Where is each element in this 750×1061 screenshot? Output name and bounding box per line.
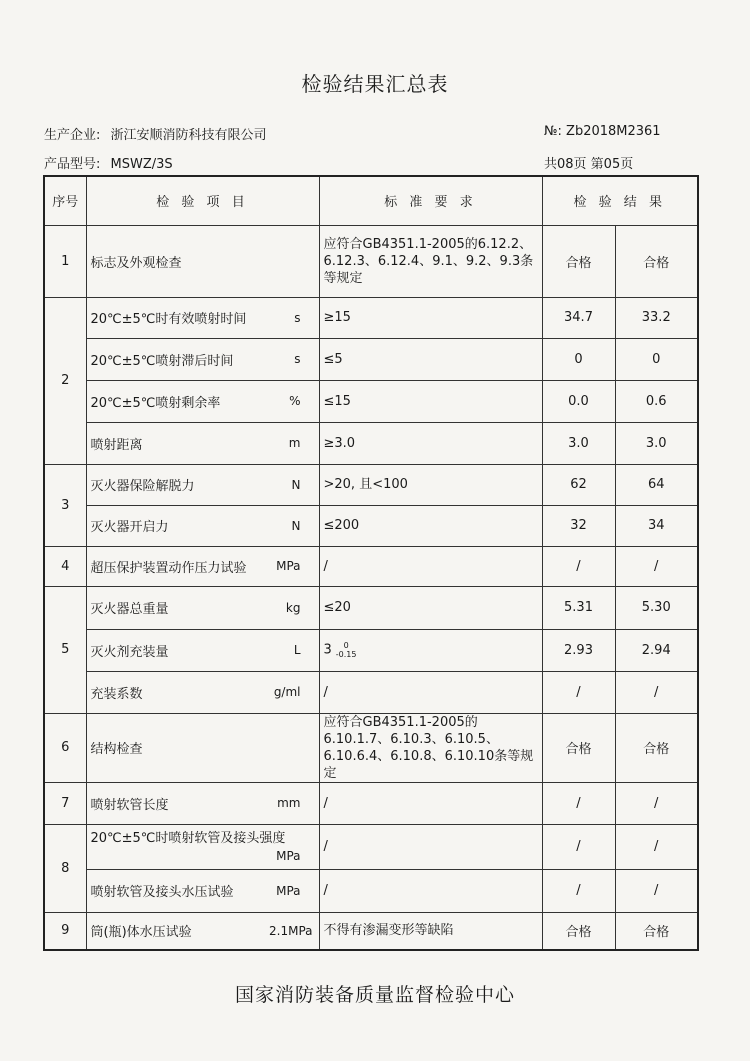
test-item: 喷射软管长度 mm [86,782,319,824]
row-number: 3 [44,464,86,546]
table-row [44,671,698,713]
table-row [44,546,698,586]
result-sample-1: 5.31 [542,586,615,629]
column-header-result: 检 验 结 果 [542,176,698,225]
row-number: 1 [44,225,86,297]
unit: s [294,352,301,366]
requirement: ≤15 [319,380,542,422]
result-sample-1: 0 [542,338,615,380]
table-row [44,824,698,869]
unit: % [289,394,301,408]
result-sample-2: 5.30 [615,586,698,629]
row-number: 6 [44,713,86,782]
result-sample-2: 2.94 [615,629,698,671]
test-item: 20℃±5℃时喷射软管及接头强度 MPa [86,824,319,869]
result-sample-2: / [615,824,698,869]
unit: mm [277,796,301,810]
requirement: / [319,671,542,713]
requirement: 应符合GB4351.1-2005的6.12.2、6.12.3、6.12.4、9.1、9.2、9.3条等规定 [319,225,542,297]
issuing-organization: 国家消防装备质量监督检验中心 [234,984,515,1006]
test-item: 标志及外观检查 [86,225,319,297]
requirement: ≤20 [319,586,542,629]
requirement [319,629,542,671]
result-sample-2: 34 [615,505,698,546]
result-sample-2: 合格 [615,713,698,782]
manufacturer-label: 生产企业: [44,128,101,143]
requirement: >20, 且<100 [319,464,542,505]
row-number: 9 [44,912,86,950]
table-row [44,338,698,380]
result-sample-1: 3.0 [542,422,615,464]
test-item: 灭火剂充装量 L [86,629,319,671]
row-number: 5 [44,586,86,713]
result-sample-1: / [542,671,615,713]
result-sample-1: 合格 [542,713,615,782]
requirement: ≤200 [319,505,542,546]
test-item: 灭火器保险解脱力 N [86,464,319,505]
unit: s [294,310,301,325]
table-row [44,380,698,422]
table-row [44,869,698,912]
result-sample-1: 0.0 [542,380,615,422]
table-row [44,225,698,297]
requirement: 应符合GB4351.1-2005的6.10.1.7、6.10.3、6.10.5、6.10.6.4、6.10.8、6.10.10条等规定 [319,713,542,782]
unit: N [291,477,301,492]
result-sample-2: 3.0 [615,422,698,464]
requirement: 不得有渗漏变形等缺陷 [319,912,542,950]
table-row [44,422,698,464]
requirement: ≥15 [319,297,542,338]
table-row [44,464,698,505]
test-item: 充装系数 g/ml [86,671,319,713]
row-number: 2 [44,297,86,464]
result-sample-1: 32 [542,505,615,546]
requirement: ≤5 [319,338,542,380]
row-number: 8 [44,824,86,912]
table-row [44,629,698,671]
test-item: 结构检查 [86,713,319,782]
table-row [44,586,698,629]
result-sample-1: 合格 [542,225,615,297]
result-sample-1: / [542,824,615,869]
result-sample-2: / [615,671,698,713]
document-title: 检验结果汇总表 [301,72,449,96]
result-sample-2: 64 [615,464,698,505]
table-row [44,297,698,338]
result-sample-1: / [542,546,615,586]
requirement: / [319,782,542,824]
manufacturer-line [44,124,267,143]
result-sample-2: / [615,869,698,912]
requirement: / [319,546,542,586]
column-header-no: 序号 [44,176,86,225]
table-row [44,505,698,546]
result-sample-1: / [542,869,615,912]
result-sample-2: 0.6 [615,380,698,422]
requirement-value: 3 [323,642,332,658]
test-item: 喷射软管及接头水压试验 MPa [86,869,319,912]
table-row [44,713,698,782]
result-sample-1: / [542,782,615,824]
column-header-item: 检 验 项 目 [86,176,319,225]
result-sample-2: / [615,546,698,586]
model-value: MSWZ/3S [110,157,173,172]
unit: MPa [276,559,301,573]
result-sample-1: 62 [542,464,615,505]
test-item: 喷射距离 m [86,422,319,464]
report-number: №: Zb2018M2361 [544,124,661,139]
row-number: 7 [44,782,86,824]
tolerance-upper: 0 [343,641,349,650]
test-item: 20℃±5℃时有效喷射时间 s [86,297,319,338]
result-sample-1: 34.7 [542,297,615,338]
requirement: / [319,869,542,912]
test-item: 灭火器开启力 N [86,505,319,546]
test-item: 灭火器总重量 kg [86,586,319,629]
result-sample-2: 合格 [615,912,698,950]
result-sample-2: / [615,782,698,824]
table-header-row [44,176,698,225]
test-item: 20℃±5℃喷射滞后时间 s [86,338,319,380]
test-item: 20℃±5℃喷射剩余率 % [86,380,319,422]
test-item: 超压保护装置动作压力试验 MPa [86,546,319,586]
manufacturer-name: 浙江安顺消防科技有限公司 [110,128,267,143]
model-label: 产品型号: [44,157,101,172]
requirement: / [319,824,542,869]
column-header-requirement: 标 准 要 求 [319,176,542,225]
result-sample-1: 合格 [542,912,615,950]
table-row [44,782,698,824]
unit: g/ml [273,685,301,699]
requirement: ≥3.0 [319,422,542,464]
row-number: 4 [44,546,86,586]
result-sample-1: 2.93 [542,629,615,671]
unit: N [291,518,301,533]
unit: m [288,436,301,450]
table-row [44,912,698,950]
tolerance [336,641,357,659]
unit: kg [285,600,301,615]
result-sample-2: 合格 [615,225,698,297]
result-sample-2: 33.2 [615,297,698,338]
model-line [44,153,173,172]
unit: L [293,643,301,657]
test-item: 筒(瓶)体水压试验 2.1MPa [86,912,319,950]
results-table [43,175,699,951]
unit: MPa [276,848,301,863]
tolerance-lower: -0.15 [335,650,357,659]
result-sample-2: 0 [615,338,698,380]
unit: MPa [276,883,301,898]
unit: 2.1MPa [269,923,313,938]
page-count: 共08页 第05页 [544,157,634,172]
